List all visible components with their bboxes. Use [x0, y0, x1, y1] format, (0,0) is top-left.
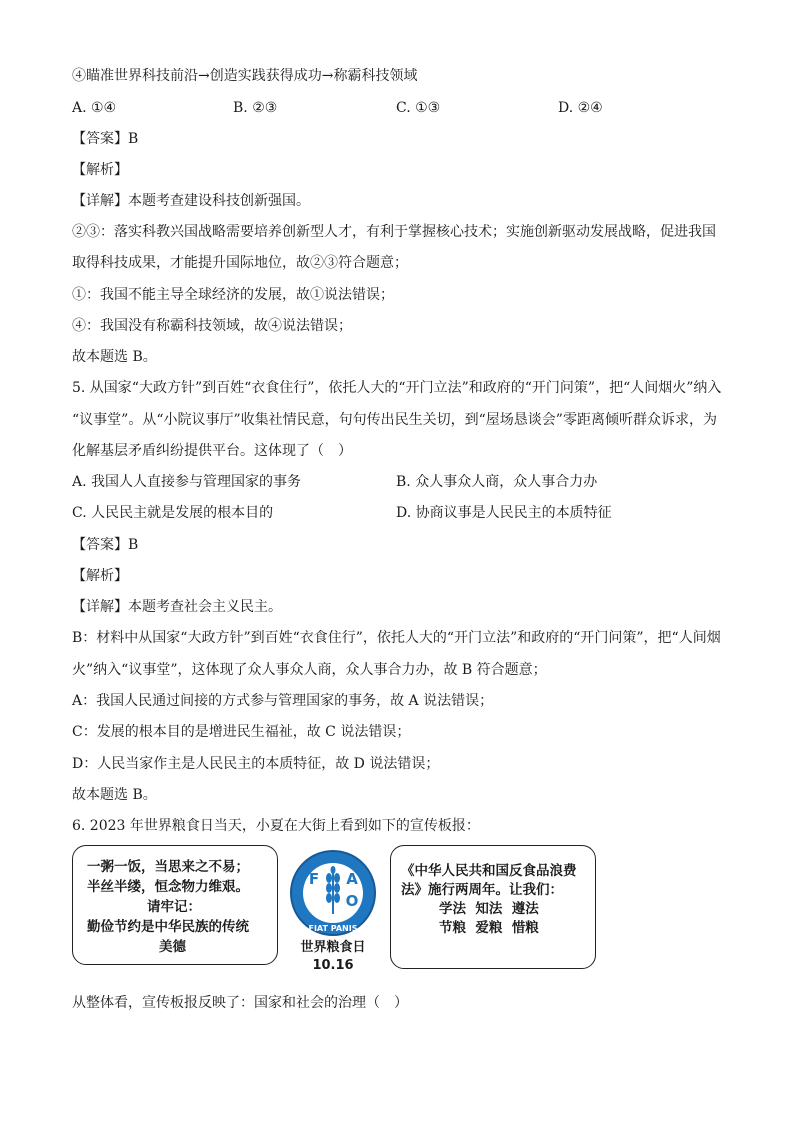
- fao-emblem: [288, 848, 378, 938]
- poster-right-line-4: 节粮 爱粮 惜粮: [439, 920, 539, 936]
- poster-right: [390, 845, 596, 969]
- q6-stem: 6. 2023 年世界粮食日当天，小夏在大街上看到如下的宣传板报：: [72, 818, 480, 834]
- poster-left-line-1: 一粥一饭，当思来之不易；: [87, 859, 249, 875]
- poster-left-line-3: 请牢记：: [147, 899, 201, 915]
- q5-option-c: C. 人民民主就是发展的根本目的: [72, 505, 274, 521]
- q5-conclusion: 故本题选 B。: [72, 787, 157, 803]
- q5-explanation-c: C：发展的根本目的是增进民生福祉，故 C 说法错误；: [72, 724, 411, 740]
- q4-option-d: D. ②④: [558, 100, 603, 116]
- q5-detail: 【详解】本题考查社会主义民主。: [72, 599, 282, 615]
- logo-caption-title: 世界粮食日: [300, 940, 366, 955]
- q4-explanation-3: ④：我国没有称霸科技领域，故④说法错误；: [72, 318, 352, 334]
- logo-caption-date: 10.16: [312, 958, 354, 973]
- q4-option-a: A. ①④: [72, 100, 117, 116]
- q5-explanation-d: D：人民当家作主是人民民主的本质特征，故 D 说法错误；: [72, 756, 440, 772]
- q4-explanation-1a: ②③：落实科教兴国战略需要培养创新型人才，有利于掌握核心技术；实施创新驱动发展战略，促进我国: [72, 224, 716, 240]
- poster-left-line-5: 美德: [159, 939, 186, 955]
- q6-question: 从整体看，宣传板报反映了：国家和社会的治理（ ）: [72, 995, 408, 1011]
- fao-letter-a: A: [346, 870, 358, 888]
- fao-logo: [288, 848, 378, 938]
- fao-letter-f: F: [308, 870, 320, 888]
- q5-stem-line-2: “议事堂”。从“小院议事厅”收集社情民意，句句传出民生关切，到“屋场恳谈会”零距离倾听群众诉求，为: [72, 412, 717, 428]
- poster-left: [72, 845, 278, 965]
- q5-option-a: A. 我国人人直接参与管理国家的事务: [72, 474, 302, 490]
- poster-right-line-1: 《中华人民共和国反食品浪费: [401, 863, 577, 879]
- fao-motto: FIAT PANIS: [308, 924, 358, 933]
- poster-left-line-4: 勤俭节约是中华民族的传统: [87, 919, 249, 935]
- poster-right-line-3: 学法 知法 遵法: [439, 901, 539, 917]
- q4-detail: 【详解】本题考查建设科技创新强国。: [72, 193, 310, 209]
- q5-explanation-b-1: B：材料中从国家“大政方针”到百姓“衣食住行”，依托人大的“开门立法”和政府的“开门问策”，把“人间烟: [72, 630, 721, 646]
- q4-option-b: B. ②③: [233, 100, 278, 116]
- q5-analysis-label: 【解析】: [72, 568, 128, 584]
- fao-letter-o: O: [345, 892, 359, 910]
- q4-analysis-label: 【解析】: [72, 162, 128, 178]
- q4-explanation-2: ①：我国不能主导全球经济的发展，故①说法错误；: [72, 287, 394, 303]
- q5-stem-line-1: 5. 从国家“大政方针”到百姓“衣食住行”，依托人大的“开门立法”和政府的“开门问策”，把“人间烟火”纳入: [72, 380, 722, 396]
- q5-option-b: B. 众人事众人商，众人事合力办: [396, 474, 598, 490]
- q4-explanation-1b: 取得科技成果，才能提升国际地位，故②③符合题意；: [72, 255, 408, 271]
- q5-answer: 【答案】B: [72, 537, 139, 553]
- poster-left-line-2: 半丝半缕，恒念物力维艰。: [87, 879, 249, 895]
- q5-stem-line-3: 化解基层矛盾纠纷提供平台。这体现了（ ）: [72, 443, 352, 459]
- q4-item-4: ④瞄准世界科技前沿→创造实践获得成功→称霸科技领域: [72, 68, 418, 84]
- poster-right-line-2: 法》施行两周年。让我们：: [401, 882, 563, 898]
- q5-explanation-b-2: 火”纳入“议事堂”，这体现了众人事众人商，众人事合力办，故 B 符合题意；: [72, 662, 547, 678]
- q4-option-c: C. ①③: [396, 100, 441, 116]
- q4-conclusion: 故本题选 B。: [72, 349, 157, 365]
- q5-option-d: D. 协商议事是人民民主的本质特征: [396, 505, 612, 521]
- q5-explanation-a: A：我国人民通过间接的方式参与管理国家的事务，故 A 说法错误；: [72, 693, 494, 709]
- q4-answer: 【答案】B: [72, 131, 139, 147]
